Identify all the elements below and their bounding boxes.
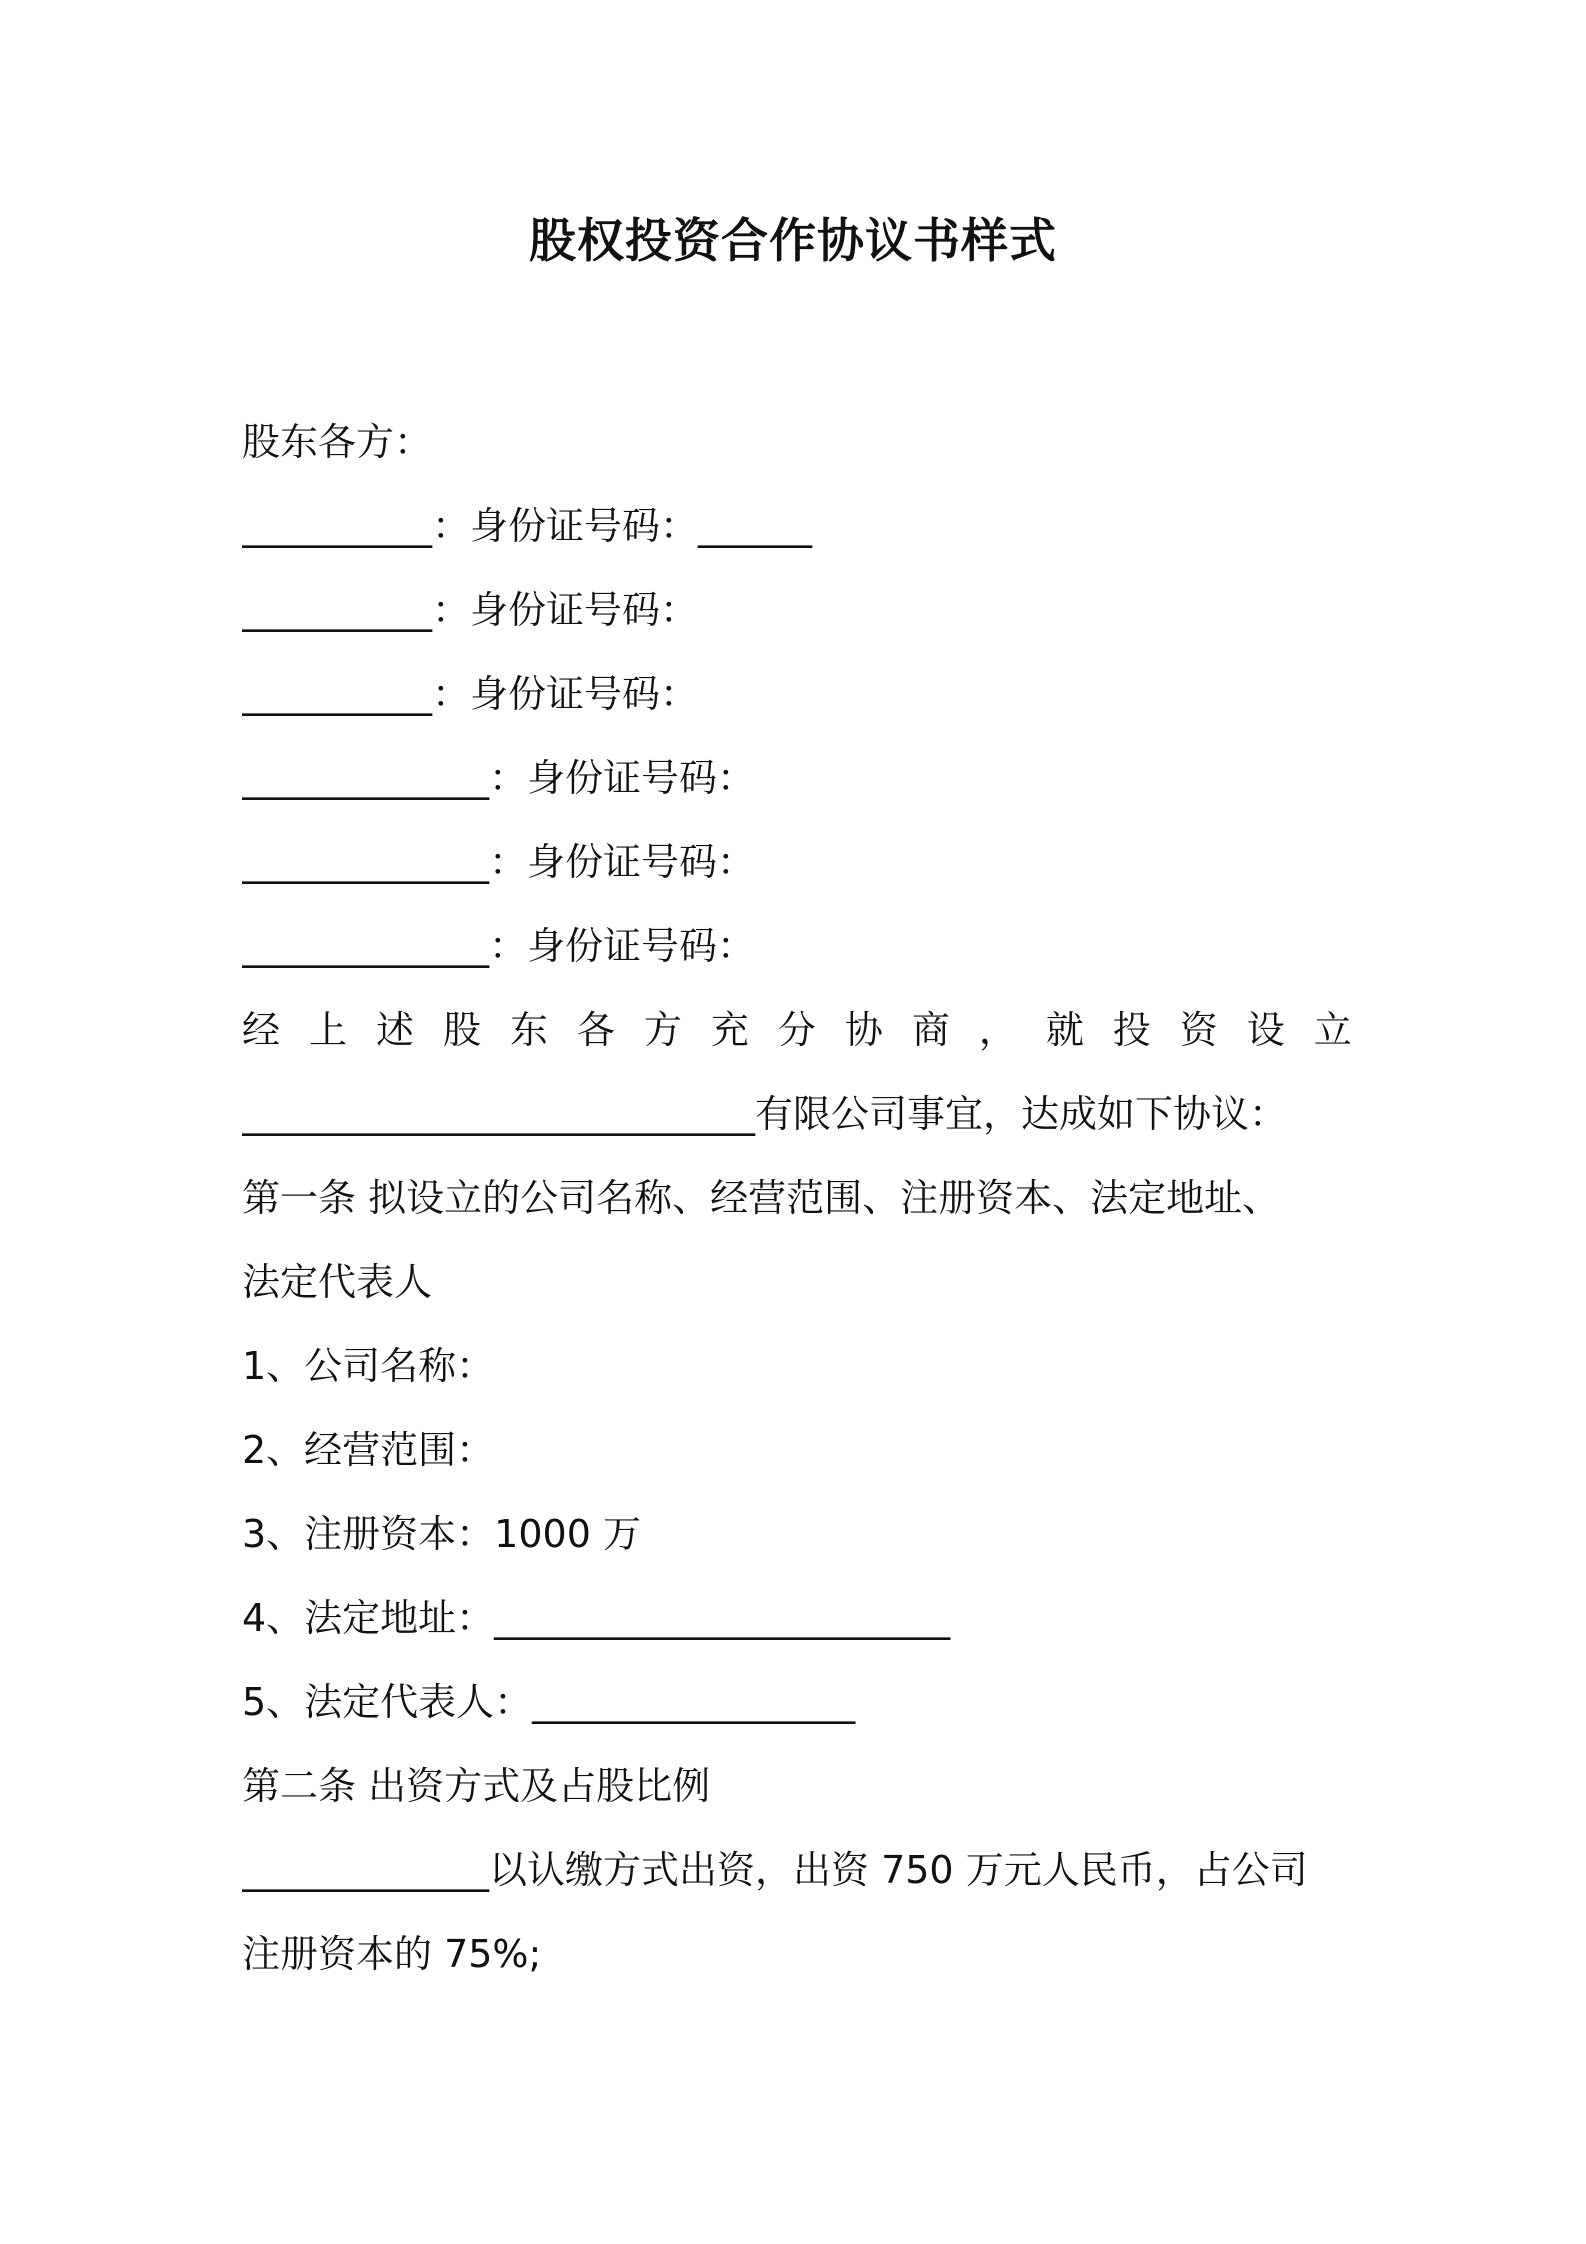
justified-char: ， bbox=[978, 1008, 1017, 1052]
justified-char: 商 bbox=[911, 1008, 950, 1052]
article-1-heading: 第一条 拟设立的公司名称、经营范围、注册资本、法定地址、 bbox=[242, 1176, 1281, 1220]
shareholder-line-3: __________：身份证号码： bbox=[242, 672, 699, 716]
shareholder-line-6: _____________：身份证号码： bbox=[242, 924, 756, 968]
justified-char: 资 bbox=[1179, 1008, 1218, 1052]
justified-char: 就 bbox=[1045, 1008, 1084, 1052]
item-registered-capital: 3、注册资本：1000 万 bbox=[242, 1512, 641, 1556]
shareholder-line-2: __________：身份证号码： bbox=[242, 588, 699, 632]
justified-char: 述 bbox=[375, 1008, 414, 1052]
justified-char: 协 bbox=[844, 1008, 883, 1052]
agreement-intro-line bbox=[242, 988, 1352, 1072]
agreement-intro-continued: ___________________________有限公司事宜，达成如下协议： bbox=[242, 1092, 1288, 1136]
shareholder-line-1: __________：身份证号码：______ bbox=[242, 504, 813, 548]
article-2-heading: 第二条 出资方式及占股比例 bbox=[242, 1764, 711, 1808]
contribution-line: _____________以认缴方式出资，出资 750 万元人民币，占公司 bbox=[242, 1848, 1308, 1892]
justified-char: 投 bbox=[1112, 1008, 1151, 1052]
justified-char: 股 bbox=[442, 1008, 481, 1052]
document-title: 股权投资合作协议书样式 bbox=[529, 214, 1057, 269]
document-body bbox=[242, 400, 1352, 1996]
shareholder-line-4: _____________：身份证号码： bbox=[242, 756, 756, 800]
justified-char: 充 bbox=[710, 1008, 749, 1052]
justified-char: 方 bbox=[643, 1008, 682, 1052]
justified-char: 立 bbox=[1313, 1008, 1352, 1052]
justified-char: 上 bbox=[308, 1008, 347, 1052]
contribution-line-continued: 注册资本的 75%; bbox=[242, 1932, 542, 1976]
item-legal-address: 4、法定地址：________________________ bbox=[242, 1596, 951, 1640]
shareholders-heading: 股东各方： bbox=[242, 420, 433, 464]
shareholder-line-5: _____________：身份证号码： bbox=[242, 840, 756, 884]
item-company-name: 1、公司名称： bbox=[242, 1344, 495, 1388]
justified-char: 各 bbox=[576, 1008, 615, 1052]
article-1-heading-continued: 法定代表人 bbox=[242, 1260, 433, 1304]
item-business-scope: 2、经营范围： bbox=[242, 1428, 495, 1472]
item-legal-representative: 5、法定代表人：_________________ bbox=[242, 1680, 856, 1724]
justified-char: 经 bbox=[242, 1008, 281, 1052]
justified-char: 东 bbox=[509, 1008, 548, 1052]
justified-char: 设 bbox=[1246, 1008, 1285, 1052]
justified-char: 分 bbox=[777, 1008, 816, 1052]
